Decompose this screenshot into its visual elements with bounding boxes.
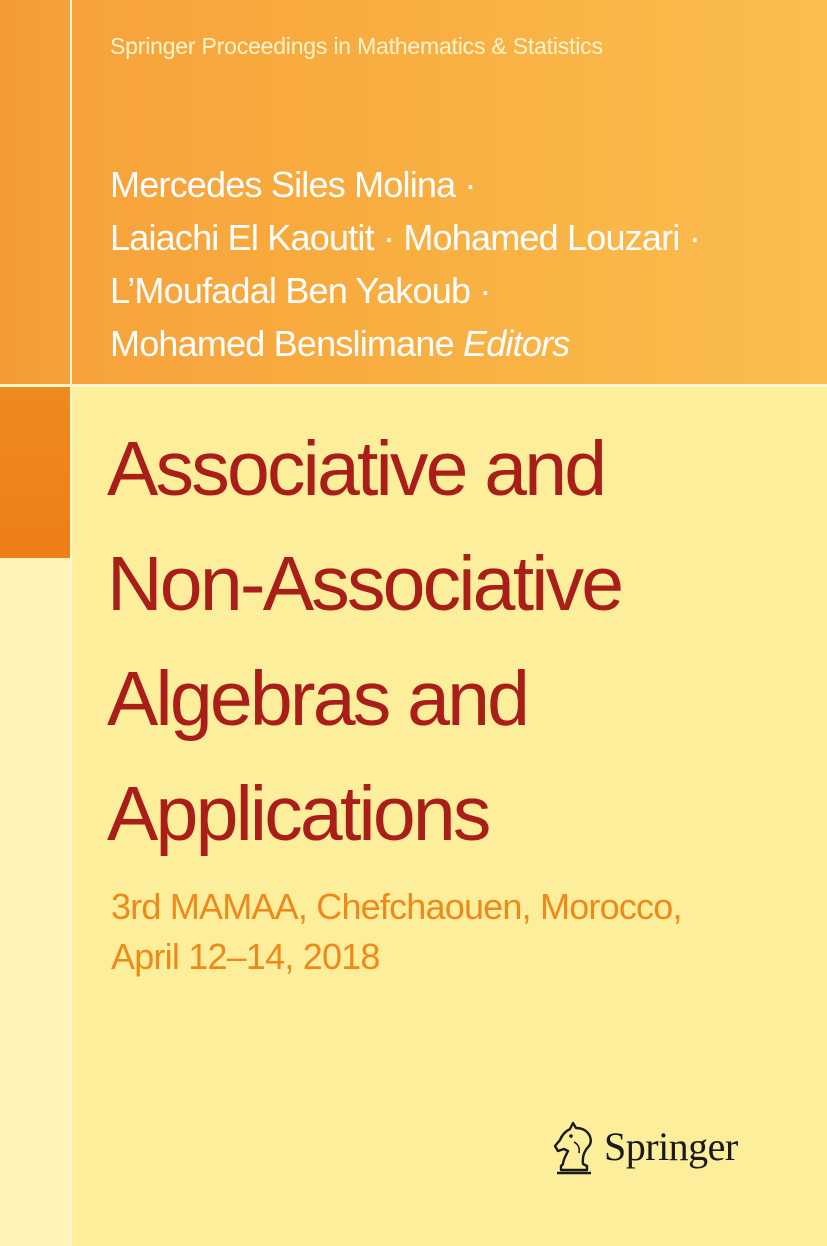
title-line: Non-Associative bbox=[107, 541, 622, 627]
editor-line: Laiachi El Kaoutit · Mohamed Louzari · bbox=[110, 217, 700, 258]
left-lower-block bbox=[0, 558, 70, 1246]
left-accent-block bbox=[0, 387, 70, 558]
subtitle-line: 3rd MAMAA, Chefchaouen, Morocco, bbox=[111, 886, 682, 927]
top-left-block bbox=[0, 0, 70, 384]
series-title: Springer Proceedings in Mathematics & Statistics bbox=[110, 33, 603, 59]
title-line: Algebras and bbox=[107, 656, 528, 742]
vertical-divider bbox=[70, 0, 72, 1246]
chess-knight-icon bbox=[549, 1120, 599, 1176]
editors-role: Editors bbox=[463, 323, 570, 364]
book-subtitle bbox=[111, 882, 682, 982]
editor-line: L’Moufadal Ben Yakoub · bbox=[110, 270, 491, 311]
publisher-name: Springer bbox=[604, 1124, 738, 1169]
editor-line bbox=[110, 317, 700, 370]
subtitle-line: April 12–14, 2018 bbox=[111, 936, 380, 977]
book-title bbox=[107, 412, 621, 872]
title-line: Associative and bbox=[107, 426, 605, 512]
editors-block bbox=[110, 158, 700, 370]
title-line: Applications bbox=[107, 771, 489, 857]
editor-line: Mercedes Siles Molina · bbox=[110, 164, 476, 205]
editor-name: Mohamed Benslimane bbox=[110, 323, 454, 364]
horizontal-divider bbox=[0, 384, 827, 387]
